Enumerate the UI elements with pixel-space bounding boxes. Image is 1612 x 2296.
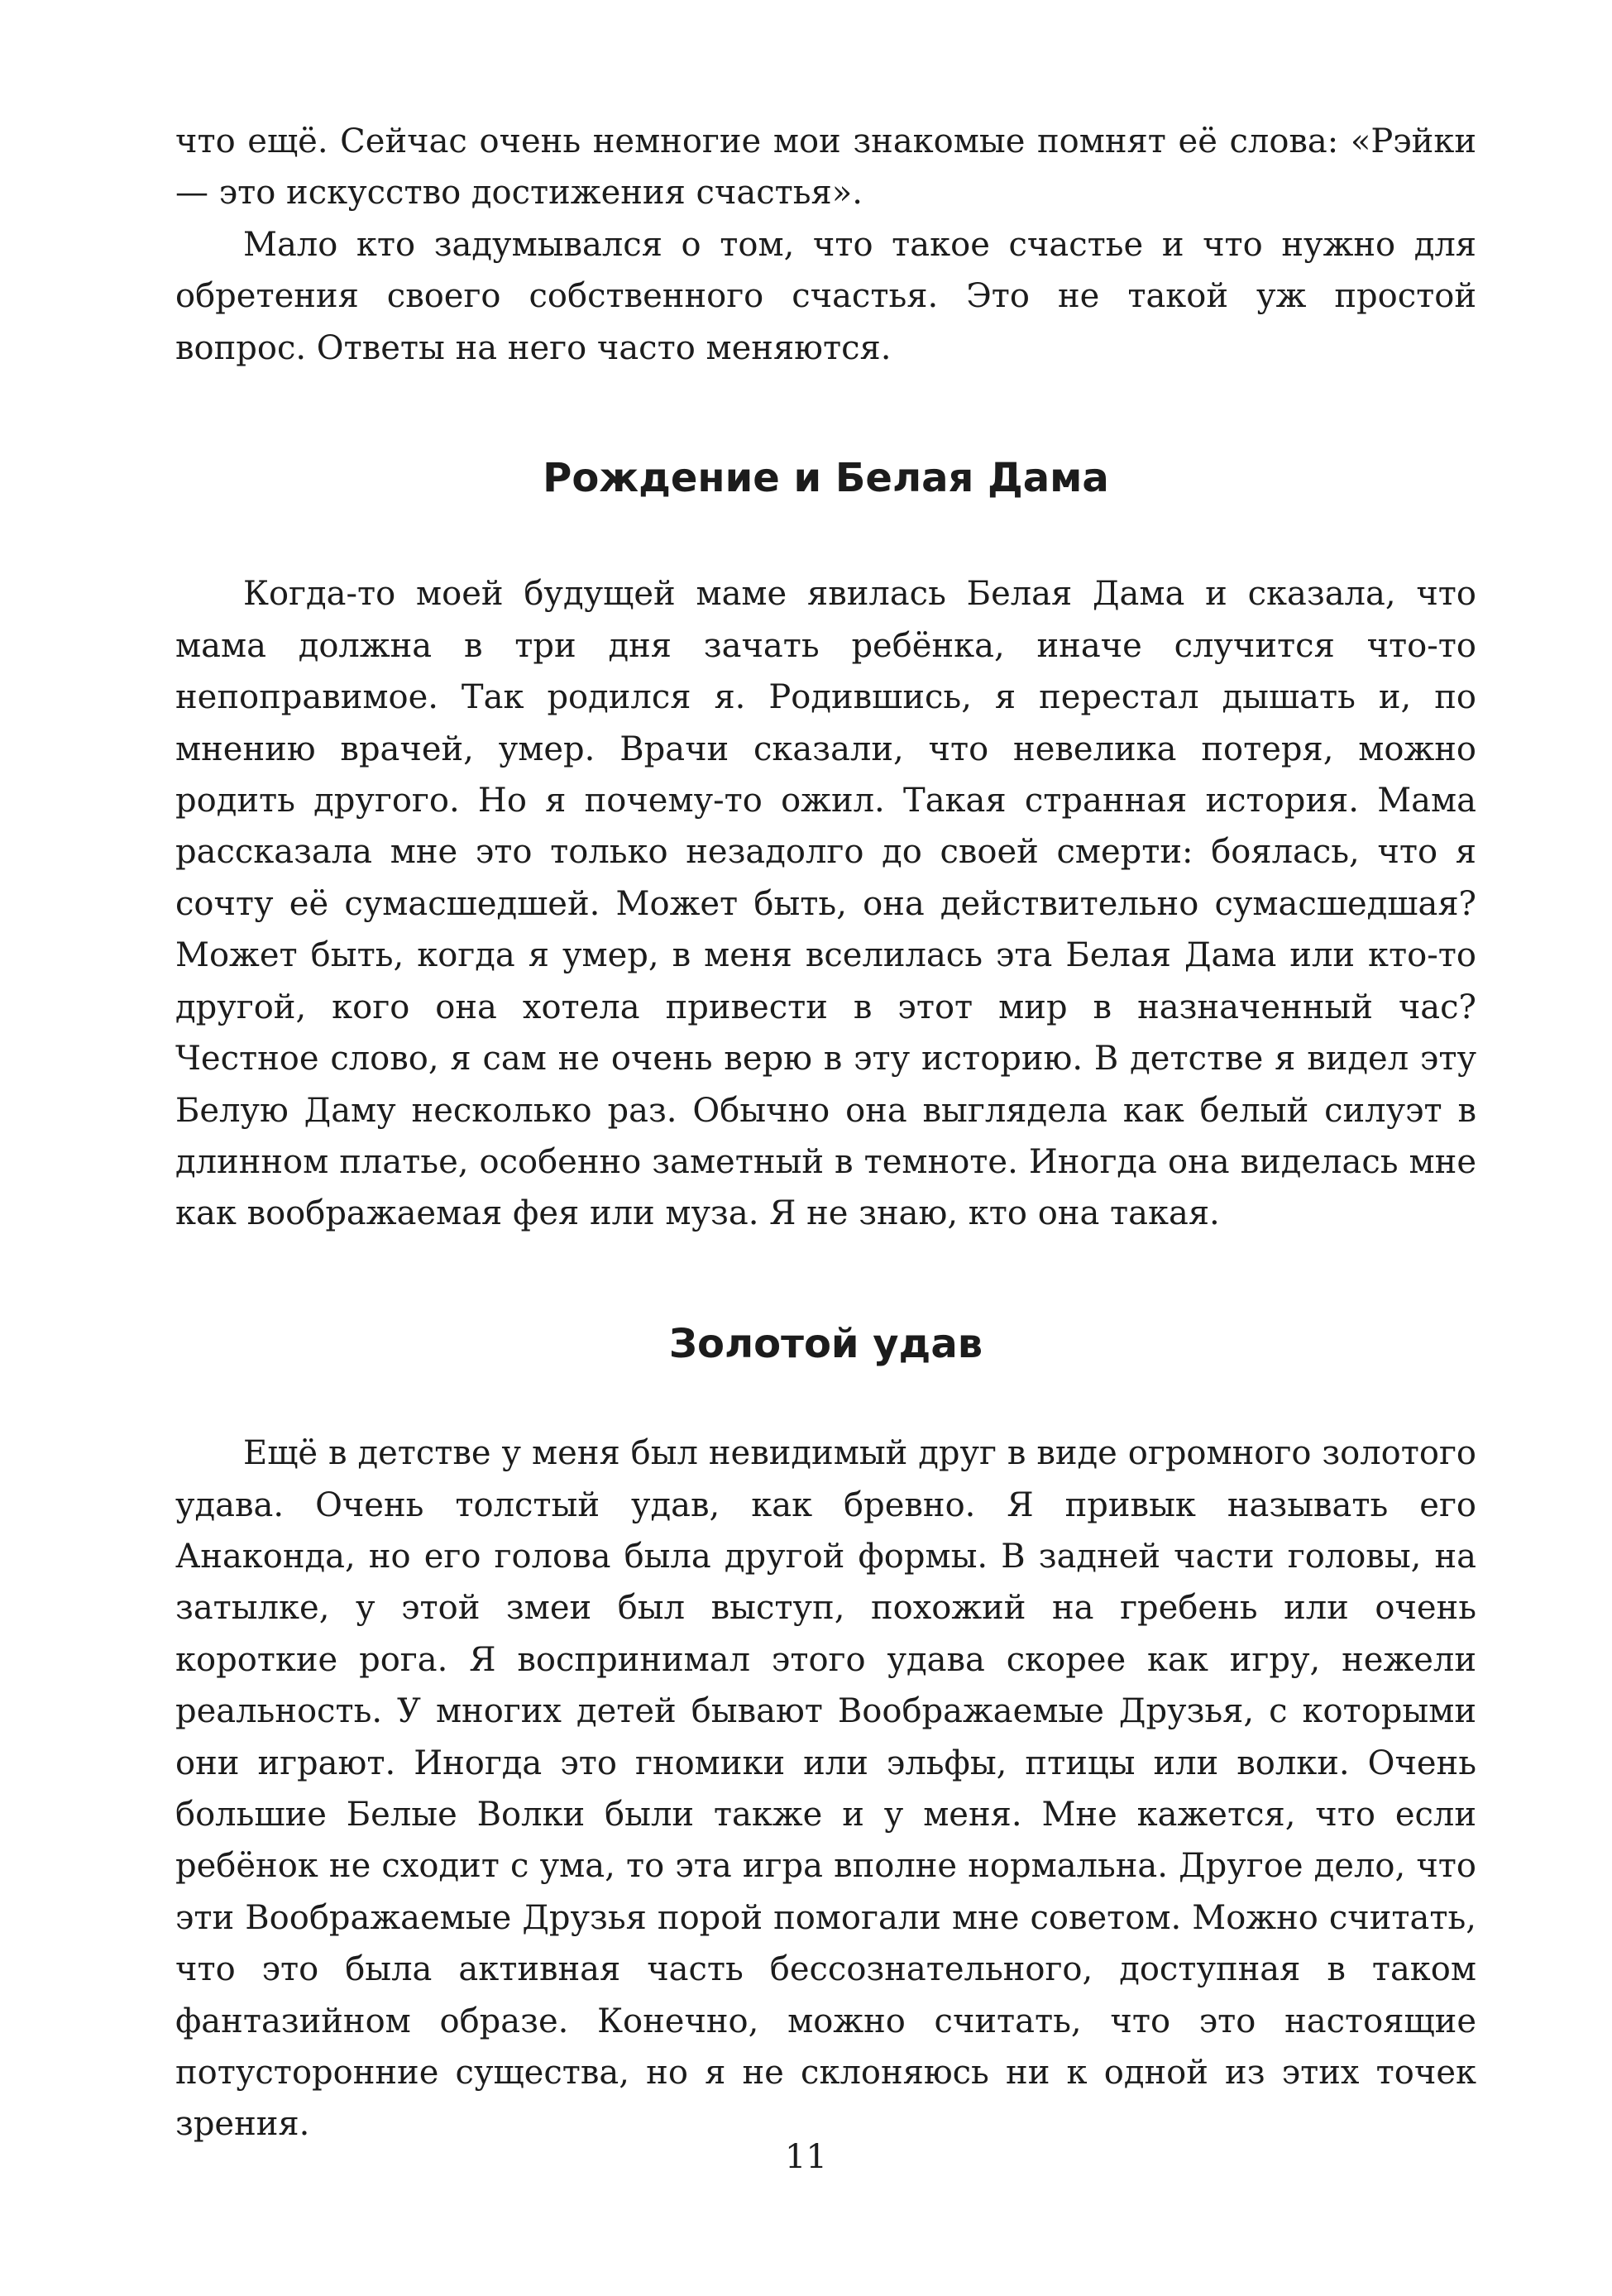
page-number: 11 [785,2138,827,2176]
section-paragraph-golden-boa: Ещё в детстве у меня был невидимый друг в виде огромного золотого удава. Очень толстый удав, как бревно. Я привык называть его Анаконда, но его голова была другой формы. В задней части головы, на затылке, у этой змеи был выступ, похожий на гребень или очень короткие рога. Я воспринимал этого удава скорее как игру, нежели реальность. У многих детей бывают Воображаемые Друзья, с которыми они играют. Иногда это гномики или эльфы, птицы или волки. Очень большие Белые Волки были также и у меня. Мне кажется, что если ребёнок не сходит с ума, то эта игра вполне нормальна. Другое дело, что эти Воображаемые Друзья порой помогали мне советом. Можно считать, что это была активная часть бессознательного, доступная в таком фантазийном образе. Конечно, можно считать, что это настоящие потусторонние существа, но я не склоняюсь ни к одной из этих точек зрения. [175,1434,1476,2144]
section-heading-golden-boa: Золотой удав [668,1320,983,1367]
section-paragraph-white-lady: Когда-то моей будущей маме явилась Белая Дама и сказала, что мама должна в три дня зачать ребёнка, иначе случится что-то непоправимое. Так родился я. Родившись, я перестал дышать и, по мнению врачей, умер. Врачи сказали, что невелика потеря, можно родить другого. Но я почему-то ожил. Такая странная история. Мама рассказала мне это только незадолго до своей смерти: боялась, что я сочту её сумасшедшей. Может быть, она действительно сумасшедшая? Может быть, когда я умер, в меня вселилась эта Белая Дама или кто-то другой, кого она хотела привести в этот мир в назначенный час? Честное слово, я сам не очень верю в эту историю. В детстве я видел эту Белую Даму несколько раз. Обычно она выглядела как белый силуэт в длинном платье, особенно заметный в темноте. Иногда она виделась мне как воображаемая фея или муза. Я не знаю, кто она такая. [175,575,1476,1233]
intro-paragraph-continued: что ещё. Сейчас очень немногие мои знакомые помнят её слова: «Рэйки — это искусство достижения счастья». [175,122,1476,213]
intro-paragraph: Мало кто задумывался о том, что такое счастье и что нужно для обретения своего собственного счастья. Это не такой уж простой вопрос. Ответы на него часто меняются. [175,225,1476,367]
page-body [175,116,1476,2150]
section-heading-white-lady: Рождение и Белая Дама [543,455,1109,502]
